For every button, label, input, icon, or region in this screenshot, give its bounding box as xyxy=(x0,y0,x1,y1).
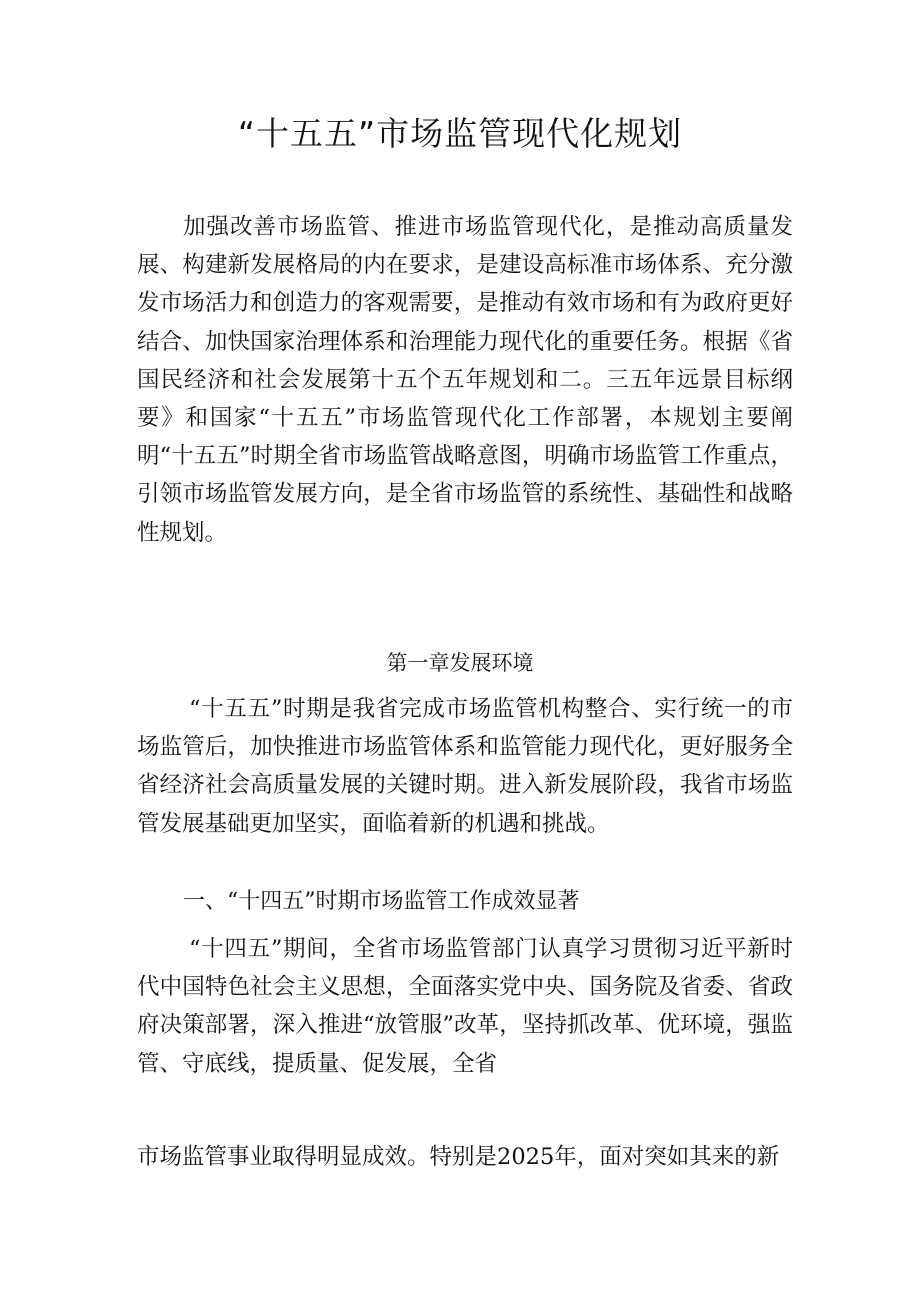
page-title: “十五五”市场监管现代化规划 xyxy=(237,114,683,153)
continuation-line: 市场监管事业取得明显成效。特别是2025年，面对突如其来的新 xyxy=(137,1144,780,1170)
chapter-paragraph: “十五五”时期是我省完成市场监管机构整合、实行统一的市场监管后，加快推进市场监管体系和监管能力现代化，更好服务全省经济社会高质量发展的关键时期。进入新发展阶段，我省市场监管发展基础更加坚实，面临着新的机遇和挑战。 xyxy=(137,696,793,837)
intro-paragraph: 加强改善市场监管、推进市场监管现代化，是推动高质量发展、构建新发展格局的内在要求，是建设高标准市场体系、充分激发市场活力和创造力的客观需要，是推动有效市场和有为政府更好结合、加快国家治理体系和治理能力现代化的重要任务。根据《省国民经济和社会发展第十五个五年规划和二。三五年远景目标纲要》和国家“十五五”市场监管现代化工作部署，本规划主要阐明“十五五”时期全省市场监管战略意图，明确市场监管工作重点，引领市场监管发展方向，是全省市场监管的系统性、基础性和战略性规划。 xyxy=(137,214,793,546)
section-paragraph: “十四五”期间，全省市场监管部门认真学习贯彻习近平新时代中国特色社会主义思想，全面落实党中央、国务院及省委、省政府决策部署，深入推进“放管服”改革，坚持抓改革、优环境，强监管、守底线，提质量、促发展，全省 xyxy=(137,936,793,1077)
chapter-heading: 第一章发展环境 xyxy=(386,651,534,675)
section-heading: 一、“十四五”时期市场监管工作成效显著 xyxy=(183,889,580,914)
